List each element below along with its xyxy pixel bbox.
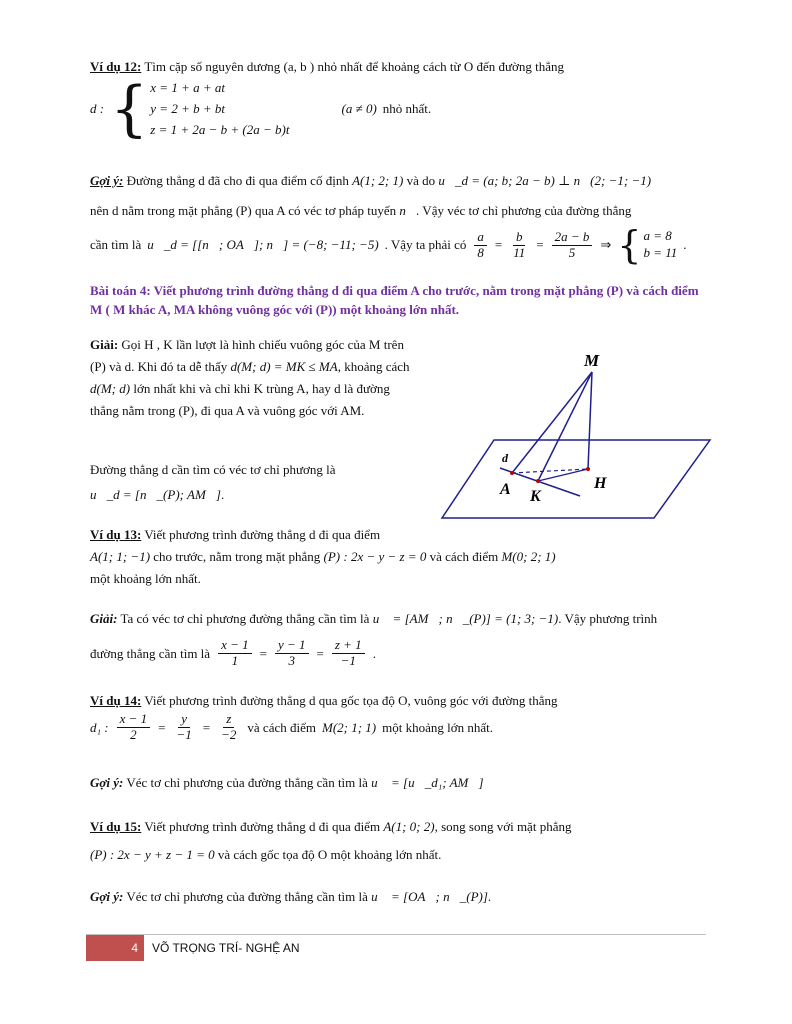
example-15 [90,818,710,836]
hint-12-label: Gợi ý: [90,173,124,188]
hint-12-line3: cần tìm là u⃗_d = [[n⃗; OA⃗]; n⃗] = (−8; −11; −5) . Vậy ta phải có $\frac{a}{8}$ = $\frac{b}{11}$ = $\frac{2a - b}{5}$ ⇒ { a = 8 b = 11 . [90,223,687,267]
solution-13-label: Giải: [90,611,118,626]
point-k-dot [536,479,540,483]
point-m-13: M(0; 2; 1) [501,549,556,564]
point-m-14: M(2; 1; 1) [321,719,377,735]
example-15-text2: , song song với mặt phẳng [434,819,572,834]
fraction-b-11: $\frac{b}{11}$ [513,228,526,260]
solution-13-text2: . Vậy phương trình [558,611,658,626]
hint-15: Gợi ý: Véc tơ chỉ phương của đường thẳng cần tìm là u⃗ = [OA⃗; n⃗_(P)]. [90,889,492,904]
fraction-2ab-5: $\frac{2a - b}{5}$ [552,230,593,261]
direction-vector-ud: u⃗_d = (a; b; 2a − b) ⊥ n⃗(2; −1; −1) [438,173,652,188]
example-15-label: Ví dụ 15: [90,819,142,834]
hint-12-text5: cần tìm là [90,237,142,253]
point-a-15: A(1; 0; 2) [383,819,435,834]
fraction-d1-x: $\frac{x - 1}{2}$ [117,712,151,743]
hint-14-label: Gợi ý: [90,775,124,790]
result-a: a = 8 [643,228,672,244]
hint-12-line2 [90,202,710,220]
direction-vector-u-13: u⃗ = [AM⃗; n⃗_(P)] = (1; 3; −1) [372,611,559,626]
eq-z: z = 1 + 2a − b + (2a − b)t [150,121,290,137]
hint-12-line1 [90,172,710,190]
example-14-label: Ví dụ 14: [90,693,142,708]
label-h: H [594,475,607,492]
solution-4-vector: Đường thẳng d cần tìm có véc tơ chỉ phương là u⃗_d = [n⃗_(P); AM⃗]. [90,462,336,502]
example-15-text3: và cách gốc tọa độ O một khoảng lớn nhất. [217,847,442,862]
example-12-text: Tìm cặp số nguyên dương (a, b ) nhỏ nhất để khoảng cách từ O đến đường thẳng [144,59,565,74]
hint-15-label: Gợi ý: [90,889,124,904]
condition-tail: nhỏ nhất. [382,101,432,117]
example-13-text2: cho trước, nằm trong mặt phẳng [153,549,321,564]
eq-x: x = 1 + a + at [150,80,225,95]
fraction-x: $\frac{x - 1}{1}$ [218,638,252,669]
solution-13-line2: đường thẳng cần tìm là $\frac{x - 1}{1}$ = $\frac{y - 1}{3}$ = $\frac{z + 1}{-1}$ . [90,637,376,668]
example-14-text1: Viết phương trình đường thẳng d qua gốc tọa độ O, vuông góc với đường thẳng [144,693,558,708]
eq-y: y = 2 + b + bt [150,100,225,116]
fraction-d1-y: $\frac{y}{-1}$ [176,711,192,742]
hint-12-text2: và do [406,173,436,188]
label-m: M [584,351,600,370]
hint-14-text: Véc tơ chỉ phương của đường thẳng cần tìm là [126,775,368,790]
implies-symbol: ⇒ [600,237,612,253]
point-h-dot [586,467,590,471]
fraction-y: $\frac{y - 1}{3}$ [275,638,309,669]
solution-13-text1: Ta có véc tơ chỉ phương đường thẳng cần tìm là [120,611,370,626]
example-15-line2 [90,846,710,864]
example-14-line2: d₁ : $\frac{x - 1}{2}$ = $\frac{y}{-1}$ = $\frac{z}{-2}$ và cách điểm M(2; 1; 1) một khoảng lớn nhất. [90,711,494,742]
segment-ma [512,372,592,473]
hint-12-text3: nên d nằm trong mặt phẳng (P) qua A có véc tơ pháp tuyến [90,203,397,218]
segment-mk [538,372,592,481]
label-a: A [500,481,511,498]
parametric-system [110,74,290,145]
example-12 [90,58,710,76]
hint-12-text1: Đường thẳng d đã cho đi qua điểm cố định [126,173,349,188]
example-14 [90,692,710,710]
distance-inequality: d(M; d) = MK ≤ MA [230,359,338,375]
direction-vector-ud-formula: u⃗_d = [n⃗_(P); AM⃗] [90,486,221,502]
example-15-text1: Viết phương trình đường thẳng d đi qua điểm [144,819,381,834]
point-a-dot [510,471,514,475]
solution-4-text3: lớn nhất khi và chỉ khi K trùng A, hay d là đường thẳng nằm trong (P), đi qua A và vuông góc với AM. [90,381,390,419]
direction-vector-u-14: u⃗ = [u⃗_d₁; AM⃗] [371,775,484,790]
example-13-line3 [90,570,710,588]
problem-4-title: Bài toán 4: Viết phương trình đường thẳng d đi qua điểm A cho trước, nằm trong mặt phẳng (P) và cách điểm M ( M khác A, MA không vuông góc với (P)) một khoảng lớn nhất. [90,283,699,317]
example-13-label: Ví dụ 13: [90,527,142,542]
brace-symbol: { [617,223,642,267]
plane-p [442,440,710,518]
example-13-text4: một khoảng lớn nhất. [90,571,201,586]
hint-14 [90,774,710,792]
example-13 [90,526,710,544]
example-13-line2 [90,548,710,566]
direction-vector-u-15: u⃗ = [OA⃗; n⃗_(P)] [371,889,488,904]
example-13-text3: và cách điểm [429,549,499,564]
label-k: K [530,488,541,505]
example-14-text2: và cách điểm [247,719,316,735]
point-a: A(1; 2; 1) [352,173,404,188]
segment-ah [512,469,588,473]
brace-symbol: { [110,74,149,145]
normal-vector-n: n⃗ [399,203,417,218]
plane-p-13: (P) : 2x − y − z = 0 [323,549,427,564]
point-a-13: A(1; 1; −1) [90,549,151,564]
solution-4-text4: Đường thẳng d cần tìm có véc tơ chỉ phương là [90,462,336,477]
geometry-figure [428,346,718,526]
condition: (a ≠ 0) [341,101,377,117]
solution-4-text1: Gọi H , K lần lượt là hình chiếu vuông góc của M trên (P) và d. Khi đó ta dễ thấy [90,337,404,375]
page-footer [86,934,706,961]
solution-4-label: Giải: [90,337,119,352]
segment-mh [588,372,592,469]
direction-vector-result: u⃗_d = [[n⃗; OA⃗]; n⃗] = (−8; −11; −5) [147,237,379,253]
example-14-text3: một khoảng lớn nhất. [382,719,494,735]
example-12-system [90,74,710,145]
solution-4: Giải: Gọi H , K lần lượt là hình chiếu vuông góc của M trên (P) và d. Khi đó ta dễ thấy d(M; d) = MK ≤ MA, khoảng cách d(M; d) lớn nhất khi và chỉ khi K trùng A, hay d là đường thẳng nằm trong (P), đi qua A và vuông góc với AM. [90,337,410,419]
page-number: 4 [86,935,144,961]
hint-15-text: Véc tơ chỉ phương của đường thẳng cần tìm là [126,889,368,904]
plane-p-15: (P) : 2x − y + z − 1 = 0 [90,847,215,862]
line-d1-prefix: d₁ : [90,719,109,735]
footer-author: VÕ TRỌNG TRÍ- NGHỆ AN [152,941,300,955]
solution-4-text2: khoảng cách [344,359,410,375]
result-system [617,223,678,267]
distance-expr: d(M; d) [90,381,131,397]
hint-12-text6: . Vậy ta phải có [384,237,467,253]
fraction-a-8: $\frac{a}{8}$ [474,230,487,261]
solution-13 [90,610,710,628]
example-12-label: Ví dụ 12: [90,59,142,74]
hint-12-text4: . Vậy véc tơ chỉ phương của đường thẳng [416,203,632,218]
fraction-z: $\frac{z + 1}{-1}$ [332,638,365,669]
example-13-text1: Viết phương trình đường thẳng d đi qua điểm [144,527,381,542]
label-d: d [502,451,508,465]
solution-13-text3: đường thẳng cần tìm là [90,645,211,661]
result-b: b = 11 [643,245,678,260]
fraction-d1-z: $\frac{z}{-2}$ [221,711,237,742]
line-d-prefix: d : [90,101,105,117]
